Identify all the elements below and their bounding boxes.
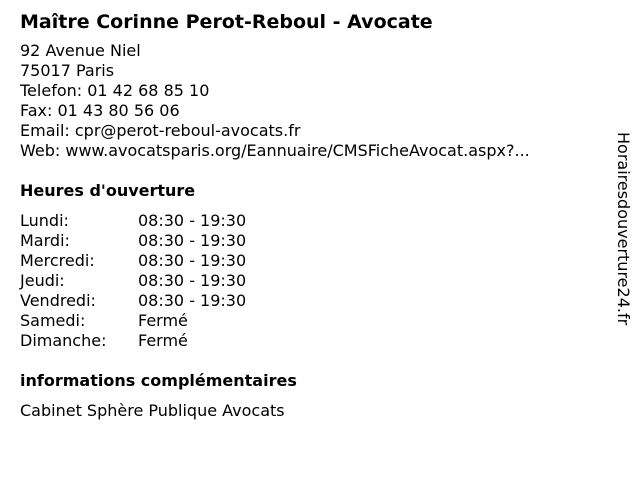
info-text: Cabinet Sphère Publique Avocats — [20, 401, 285, 420]
content — [20, 10, 600, 421]
hours-value: Fermé — [138, 311, 188, 330]
hours-value: 08:30 - 19:30 — [138, 271, 247, 290]
address-city: 75017 Paris — [20, 61, 115, 80]
day-label: Mercredi: — [20, 251, 95, 270]
hours-row-tuesday — [20, 231, 600, 251]
phone-line: Telefon: 01 42 68 85 10 — [20, 81, 210, 100]
hours-value: Fermé — [138, 331, 188, 350]
hours-value: 08:30 - 19:30 — [138, 231, 247, 250]
hours-value: 08:30 - 19:30 — [138, 291, 247, 310]
day-label: Mardi: — [20, 231, 70, 250]
hours-row-friday — [20, 291, 600, 311]
hours-row-sunday — [20, 331, 600, 351]
hours-row-thursday — [20, 271, 600, 291]
day-label: Lundi: — [20, 211, 69, 230]
hours-table — [20, 211, 600, 351]
day-label: Samedi: — [20, 311, 86, 330]
hours-row-saturday — [20, 311, 600, 331]
web-line: Web: www.avocatsparis.org/Eannuaire/CMSFicheAvocat.aspx?... — [20, 141, 530, 160]
hours-heading: Heures d'ouverture — [20, 181, 196, 200]
fax-line: Fax: 01 43 80 56 06 — [20, 101, 180, 120]
hours-row-wednesday — [20, 251, 600, 271]
page-title: Maître Corinne Perot-Reboul - Avocate — [20, 11, 433, 33]
day-label: Vendredi: — [20, 291, 96, 310]
info-heading: informations complémentaires — [20, 371, 297, 390]
email-line: Email: cpr@perot-reboul-avocats.fr — [20, 121, 301, 140]
day-label: Jeudi: — [20, 271, 65, 290]
hours-value: 08:30 - 19:30 — [138, 211, 247, 230]
contact-block — [20, 41, 600, 161]
address-street: 92 Avenue Niel — [20, 41, 141, 60]
hours-value: 08:30 - 19:30 — [138, 251, 247, 270]
hours-row-monday — [20, 211, 600, 231]
day-label: Dimanche: — [20, 331, 107, 350]
side-watermark-label: Horairesdouverture24.fr — [614, 132, 633, 326]
